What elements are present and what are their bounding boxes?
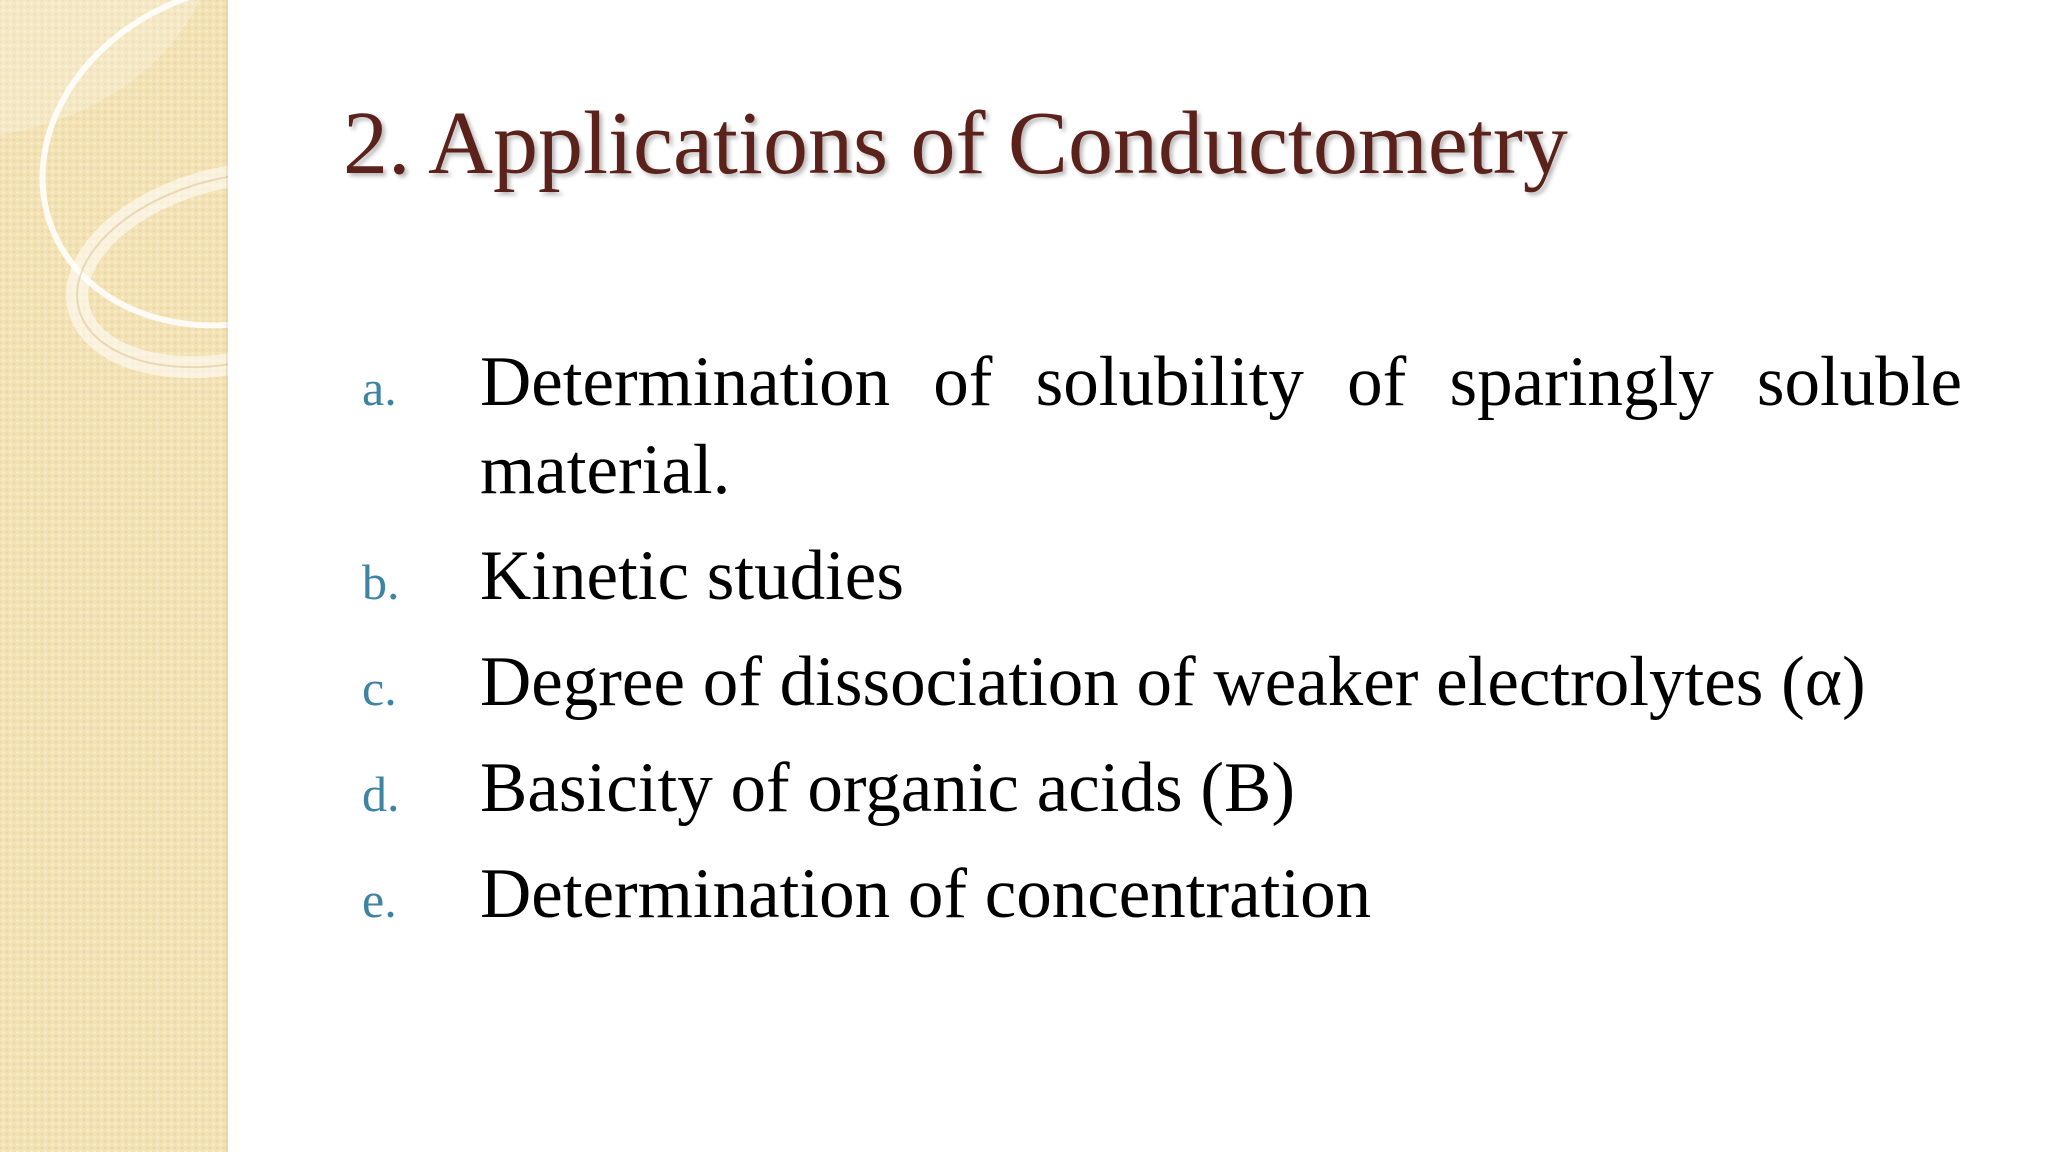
list-item bbox=[362, 638, 1962, 726]
list-item bbox=[362, 338, 1962, 514]
slide-title: 2. Applications of Conductometry bbox=[343, 94, 1568, 193]
list-item bbox=[362, 744, 1962, 832]
side-panel-edge bbox=[226, 0, 228, 1152]
list-item bbox=[362, 532, 1962, 620]
list-item-text: Degree of dissociation of weaker electrolytes (α) bbox=[480, 643, 1866, 721]
decorative-side-panel bbox=[0, 0, 228, 1152]
list-marker: a. bbox=[362, 360, 397, 416]
list-marker: e. bbox=[362, 872, 397, 928]
list-item bbox=[362, 850, 1962, 938]
list-marker: b. bbox=[362, 554, 400, 610]
list-item-text: Basicity of organic acids (B) bbox=[480, 749, 1295, 827]
applications-list bbox=[362, 338, 1962, 956]
list-item-text: Kinetic studies bbox=[480, 537, 904, 615]
list-item-text: Determination of concentration bbox=[480, 855, 1372, 933]
decorative-rings-graphic bbox=[0, 0, 228, 400]
list-marker: d. bbox=[362, 766, 400, 822]
list-marker: c. bbox=[362, 660, 397, 716]
list-item-text: Determination of solubility of sparingly soluble material. bbox=[480, 343, 1962, 509]
